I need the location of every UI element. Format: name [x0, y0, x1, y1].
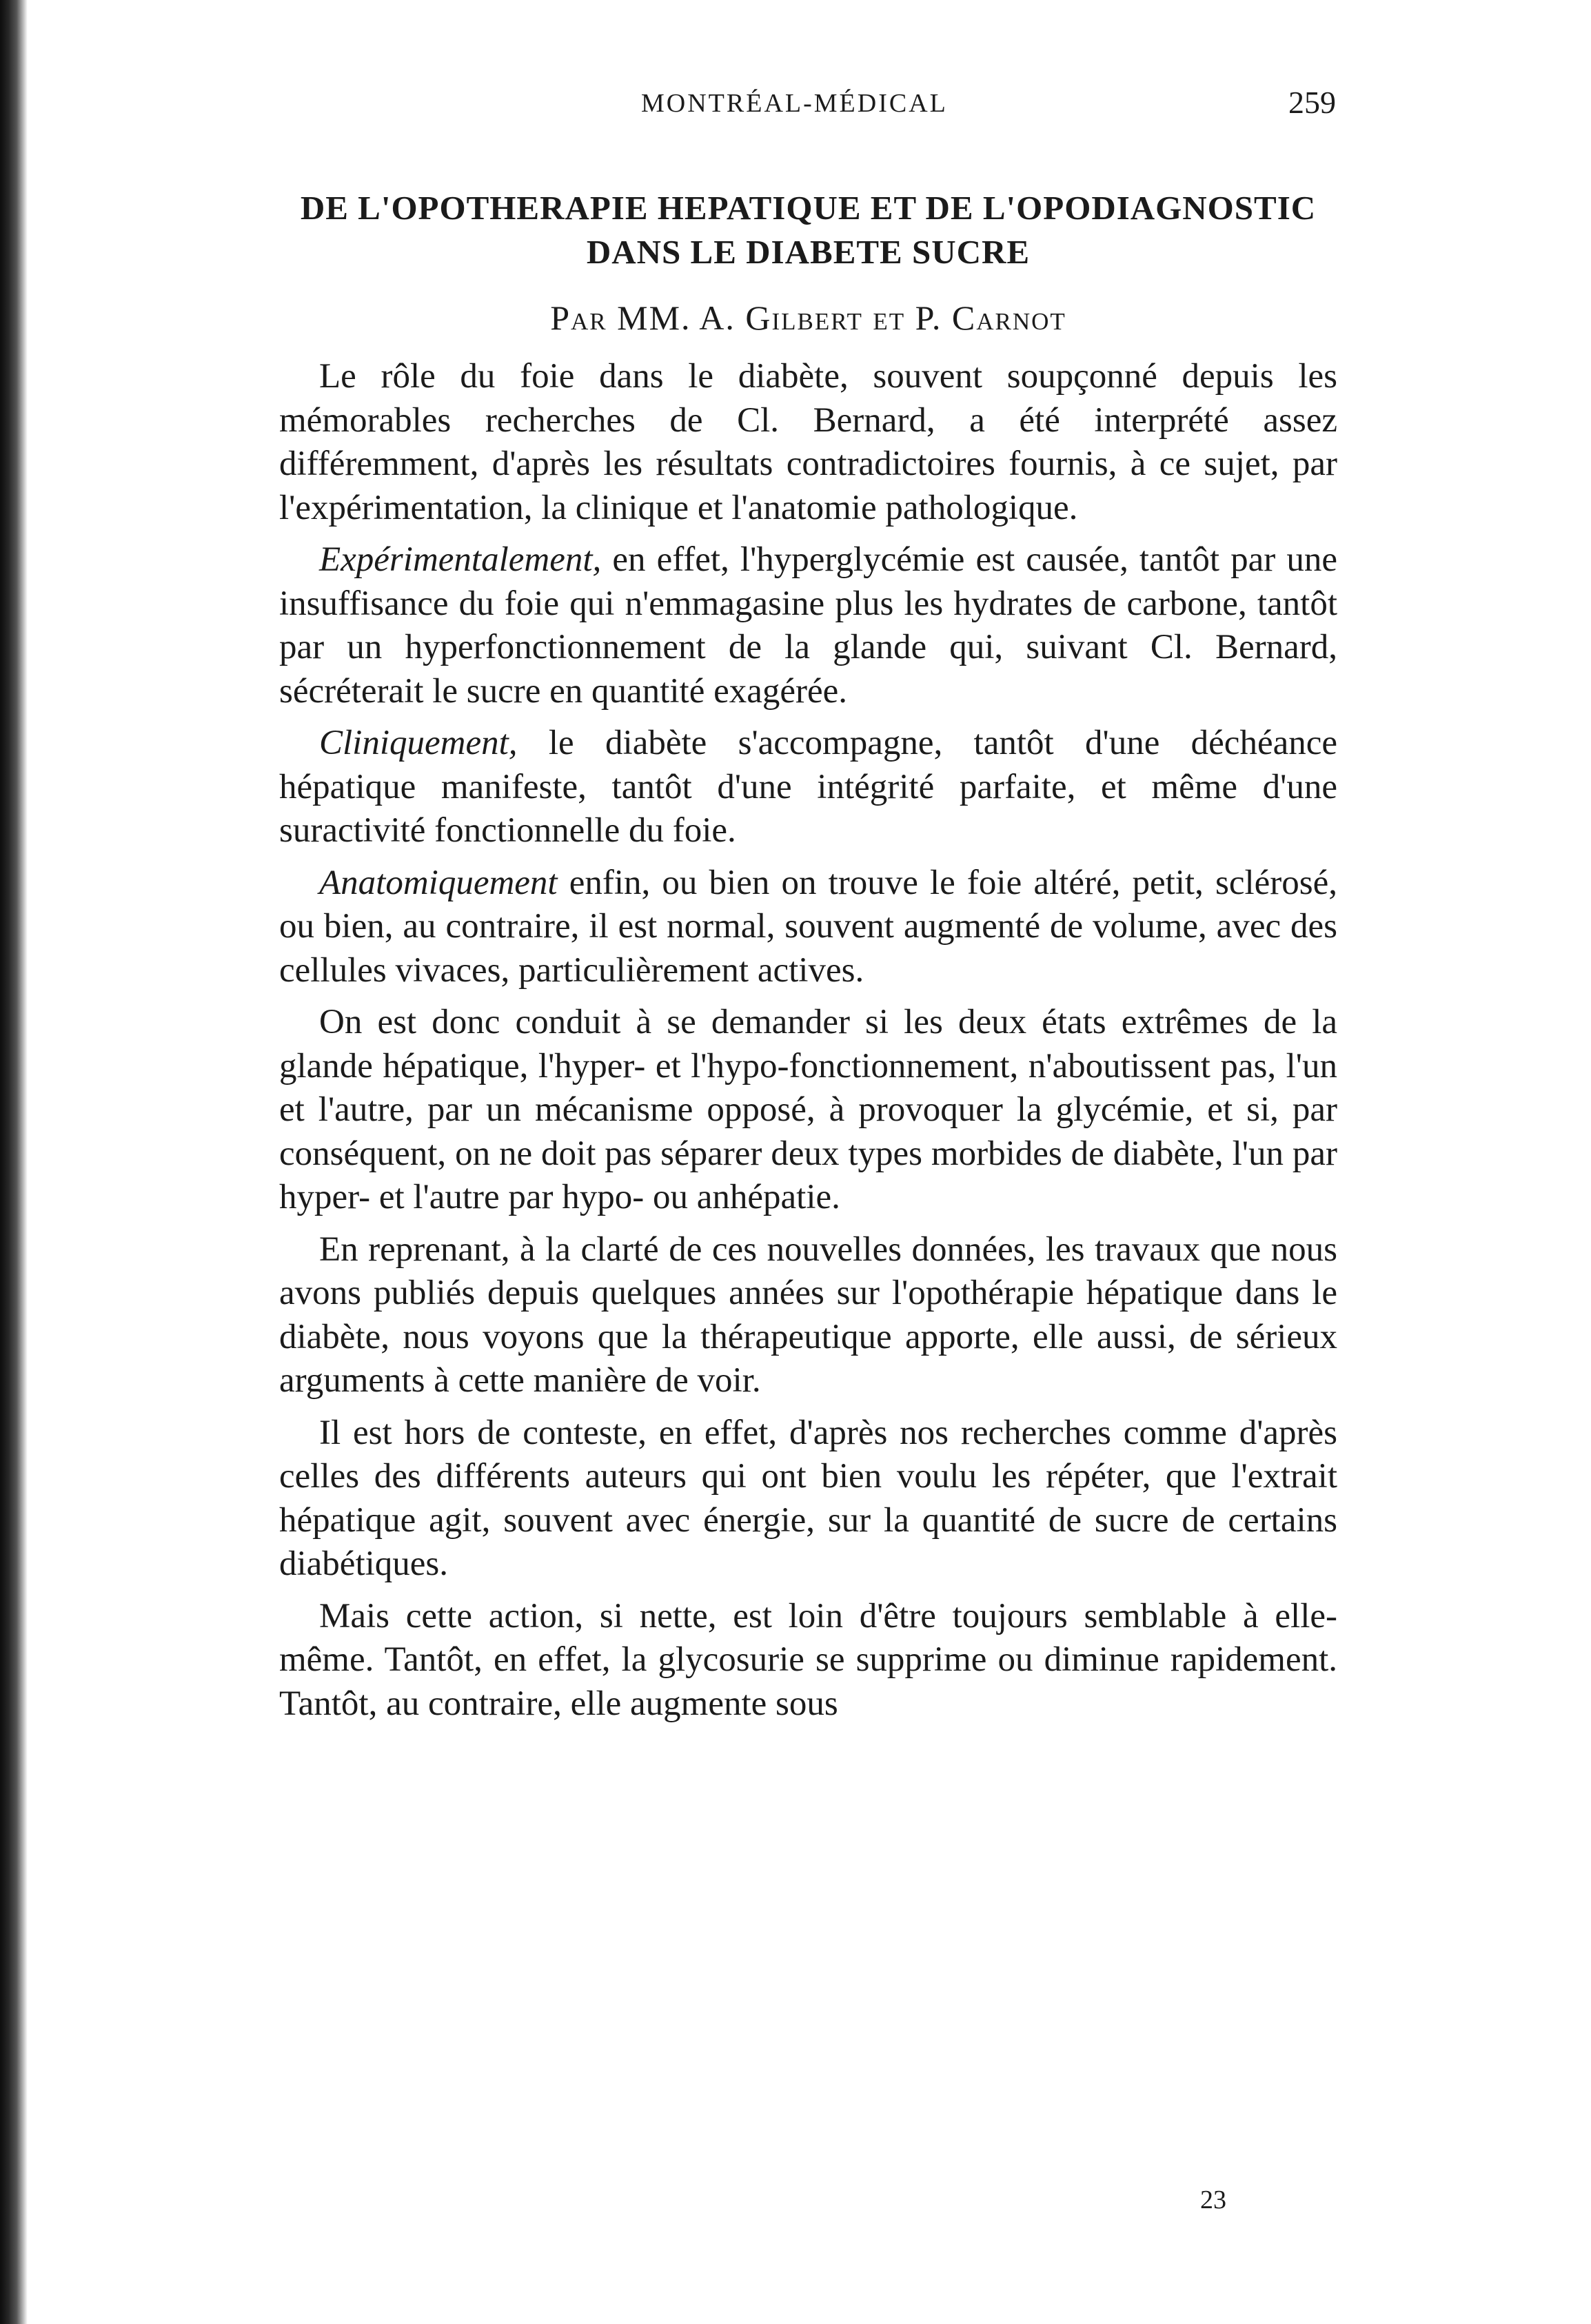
running-header: [538, 85, 1336, 130]
paragraph-text: enfin, ou bien on trouve le foie altéré, petit, sclérosé, ou bien, au contraire, il est normal, souvent augmenté de volume, avec des cellules vivaces, particulièrement actives.: [279, 863, 1337, 990]
journal-title: MONTRÉAL-MÉDICAL: [641, 89, 948, 118]
paragraph-experimental: [279, 538, 1337, 713]
paragraph-anatomical: [279, 862, 1337, 993]
paragraph-text: Il est hors de conteste, en effet, d'après nos recherches comme d'après celles des différents auteurs qui ont bien voulu les répéter, que l'extrait hépatique agit, souvent avec énergie, sur la quantité de sucre de certains diabétiques.: [279, 1413, 1337, 1583]
paragraph-lead: Cliniquement,: [319, 724, 518, 762]
paragraph-text: Mais cette action, si nette, est loin d'être toujours semblable à elle-même. Tantôt, en effet, la glycosurie se supprime ou diminue rapidement. Tantôt, au contraire, elle augmente sous: [279, 1596, 1337, 1723]
paragraph-text: On est donc conduit à se demander si les deux états extrêmes de la glande hépatique, l'hyper- et l'hypo-fonctionnement, n'aboutissent pas, l'un et l'autre, par un mécanisme opposé, à provoquer la glycémie, et si, par conséquent, on ne doit pas séparer deux types morbides de diabète, l'un par hyper- et l'autre par hypo- ou anhépatie.: [279, 1003, 1337, 1216]
paragraph-clinical: [279, 722, 1337, 853]
paragraph-lead: Expérimentalement,: [319, 540, 602, 579]
article-title-line-1: DE L'OPOTHERAPIE HEPATIQUE ET DE L'OPODIAGNOSTIC: [300, 189, 1317, 227]
paragraph-conclusion-question: [279, 1001, 1337, 1220]
paragraph-variable-action: [279, 1595, 1337, 1726]
paragraph-text: le diabète s'accompagne, tantôt d'une déchéance hépatique manifeste, tantôt d'une intégrité parfaite, et même d'une suractivité fonctionnelle du foie.: [279, 724, 1337, 850]
paragraph-text: Le rôle du foie dans le diabète, souvent soupçonné depuis les mémorables recherches de Cl. Bernard, a été interprété assez différemment, d'après les résultats contradictoires fournis, à ce sujet, par l'expérimentation, la clinique et l'anatomie pathologique.: [279, 357, 1337, 527]
paragraph-text: En reprenant, à la clarté de ces nouvelles données, les travaux que nous avons publiés depuis quelques années sur l'opothérapie hépatique dans le diabète, nous voyons que la thérapeutique apporte, elle aussi, de sérieux arguments à cette manière de voir.: [279, 1230, 1337, 1400]
paragraph-intro: [279, 355, 1337, 530]
article-authors: Par MM. A. Gilbert et P. Carnot: [550, 298, 1066, 337]
article-title-line-2: DANS LE DIABETE SUCRE: [586, 233, 1031, 271]
paragraph-therapeutics: [279, 1228, 1337, 1403]
page-number: 259: [1288, 85, 1336, 120]
paragraph-text: en effet, l'hyperglycémie est causée, tantôt par une insuffisance du foie qui n'emmagasine plus les hydrates de carbone, tantôt par un hyperfonctionnement de la glande qui, suivant Cl. Bernard, sécréterait le sucre en quantité exagérée.: [279, 540, 1337, 711]
signature-mark: 23: [1200, 2185, 1226, 2214]
scan-binding-edge: [0, 0, 28, 2324]
article-body: [279, 355, 1337, 1734]
paragraph-hepatic-extract: [279, 1411, 1337, 1587]
paragraph-lead: Anatomiquement: [319, 863, 558, 902]
article-title: [279, 186, 1337, 274]
